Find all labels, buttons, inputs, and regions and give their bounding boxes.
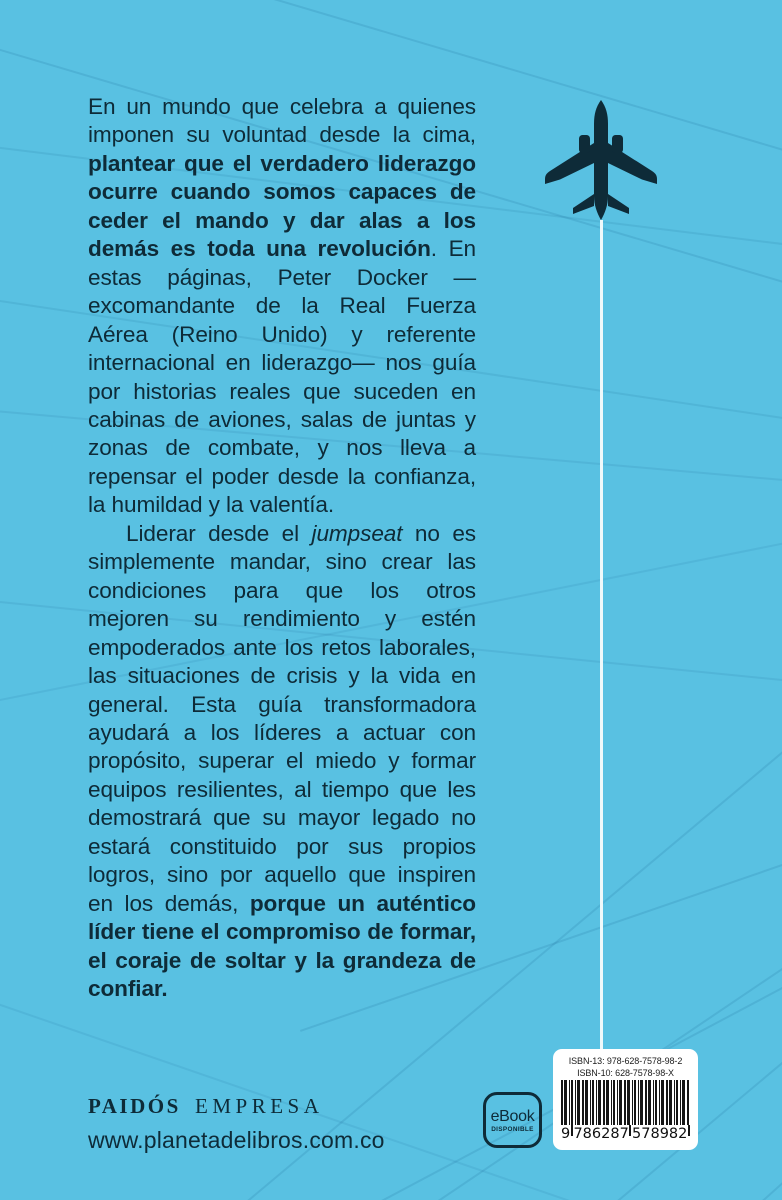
synopsis-text — [88, 93, 476, 1004]
ebook-badge — [483, 1092, 542, 1148]
flight-path-line — [760, 693, 782, 1200]
barcode-digit-group: 786287 — [573, 1126, 629, 1142]
publisher-name: PAIDÓS — [88, 1094, 181, 1118]
body-text-run: no es simplemente mandar, sino crear las condiciones para que los otros mejoren su rendimiento y estén empoderados ante los retos laborales, las situaciones de crisis y la vida en general. Esta guía transformadora ayudará a los líderes a actuar con propósito, superar el miedo y formar equipos resilientes, al tiempo que les demostrará que su mayor legado no estará constituido por sus propios logros, sino por aquello que inspiren en los demás, — [88, 520, 477, 916]
body-text-run: porque un auténtico líder tiene el compromiso de formar, el coraje de soltar y la grandeza de confiar. — [88, 890, 476, 1002]
barcode-digit-group: 9 — [561, 1126, 571, 1142]
ebook-availability-label: DISPONIBLE — [491, 1125, 534, 1133]
body-text-run: jumpseat — [311, 520, 403, 546]
ebook-label: eBook — [490, 1107, 535, 1125]
body-text-run: En un mundo que celebra a quienes imponen su voluntad desde la cima, — [88, 94, 476, 148]
publisher-logo — [88, 1094, 323, 1119]
airplane-contrail-line — [600, 220, 603, 1052]
barcode-guard-bar — [688, 1125, 690, 1136]
publisher-division: EMPRESA — [195, 1094, 324, 1118]
barcode-digits — [561, 1125, 690, 1142]
airplane-icon — [540, 99, 662, 227]
body-text-run: . En estas páginas, Peter Docker —excomandante de la Real Fuerza Aérea (Reino Unido) y referente internacional en liderazgo— nos guía por historias reales que suceden en cabinas de aviones, salas de juntas y zonas de combate, y nos lleva a repensar el poder desde la confianza, la humildad y la valentía. — [88, 236, 476, 518]
barcode-bars — [561, 1080, 690, 1125]
publisher-website: www.planetadelibros.com.co — [88, 1127, 385, 1153]
barcode-digit-group: 578982 — [632, 1126, 688, 1142]
isbn10-text: ISBN-10: 628-7578-98-X — [577, 1067, 674, 1078]
body-paragraph — [88, 520, 476, 1004]
body-paragraph — [88, 93, 476, 520]
isbn13-text: ISBN-13: 978-628-7578-98-2 — [568, 1056, 683, 1066]
body-text-run: Liderar desde el — [126, 520, 312, 546]
body-text-run: plantear que el verdadero liderazgo ocurre cuando somos capaces de ceder el mando y dar alas a los demás es toda una revolución — [88, 150, 476, 262]
barcode-label — [553, 1049, 698, 1150]
